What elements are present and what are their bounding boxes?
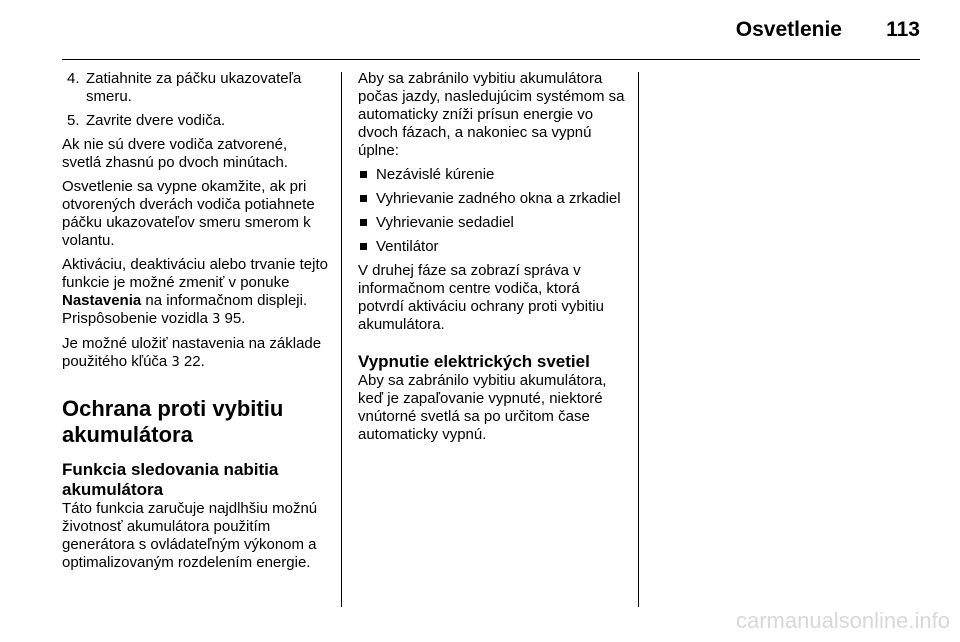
bullet-item: [358, 166, 626, 184]
bullet-square-icon: [360, 219, 367, 226]
text: na informačnom displeji. Prispôsobenie vozidla: [62, 292, 308, 327]
text: Aktiváciu, deaktiváciu alebo trvanie tejto funkcie je možné zmeniť v ponuke: [62, 256, 328, 291]
paragraph: V druhej fáze sa zobrazí správa v informačnom centre vodiča, ktorá potvrdí aktiváciu ochrany proti vybitiu akumulátora.: [358, 262, 604, 333]
bullet-square-icon: [360, 243, 367, 250]
paragraph: Osvetlenie sa vypne okamžite, ak pri otvorených dverách vodiča potiahnete páčku ukazovateľov smeru smerom k volantu.: [62, 178, 315, 249]
paragraph: Aby sa zabránilo vybitiu akumulátora, keď je zapaľovanie vypnuté, niektoré vnútorné svetlá sa po určitom čase automaticky vypnú.: [358, 372, 607, 443]
paragraph: Táto funkcia zaručuje najdlhšiu možnú životnosť akumulátora použitím generátora s ovládateľným výkonom a optimalizovaným rozdelením energie.: [62, 500, 318, 571]
bullet-square-icon: [360, 171, 367, 178]
right-column: [358, 70, 626, 450]
paragraph: [62, 256, 330, 329]
page-header: [0, 0, 960, 62]
subsection-heading: Funkcia sledovania nabitia akumulátora: [62, 460, 279, 499]
page-ref[interactable]: 95.: [220, 310, 246, 327]
header-rule: [62, 59, 920, 60]
list-number: 4.: [67, 70, 80, 87]
list-item: [62, 112, 330, 130]
paragraph: Aby sa zabránilo vybitiu akumulátora počas jazdy, nasledujúcim systémom sa automaticky zníži prísun energie vo dvoch fázach, a nakoniec sa vypnú úplne:: [358, 70, 625, 159]
page-ref-icon: 3: [171, 355, 180, 370]
subsection-heading: Vypnutie elektrických svetiel: [358, 352, 590, 371]
section-title: Osvetlenie: [735, 18, 842, 41]
bullet-item: [358, 214, 626, 232]
text: Je možné uložiť nastavenia na základe použitého kľúča: [62, 335, 322, 370]
list-text: Zavrite dvere vodiča.: [86, 112, 226, 129]
paragraph: [62, 335, 330, 372]
paragraph: Ak nie sú dvere vodiča zatvorené, svetlá zhasnú po dvoch minútach.: [62, 136, 288, 171]
bullet-text: Vyhrievanie sedadiel: [376, 214, 514, 231]
left-column: [62, 70, 330, 578]
bullet-text: Vyhrievanie zadného okna a zrkadiel: [376, 190, 621, 207]
bullet-text: Ventilátor: [376, 238, 439, 255]
list-item: [62, 70, 330, 106]
bullet-square-icon: [360, 195, 367, 202]
watermark: carmanualsonline.info: [735, 608, 950, 633]
page-ref-icon: 3: [212, 312, 221, 327]
column-divider: [341, 72, 342, 607]
list-text: Zatiahnite za páčku ukazovateľa smeru.: [86, 70, 302, 105]
bullet-item: [358, 238, 626, 256]
page-number: 113: [886, 18, 920, 41]
bullet-item: [358, 190, 626, 208]
page-ref[interactable]: 22.: [179, 353, 205, 370]
menu-name: Nastavenia: [62, 292, 142, 309]
column-divider: [638, 72, 639, 607]
section-heading: Ochrana proti vybitiu akumulátora: [62, 396, 284, 447]
bullet-text: Nezávislé kúrenie: [376, 166, 495, 183]
list-number: 5.: [67, 112, 80, 129]
